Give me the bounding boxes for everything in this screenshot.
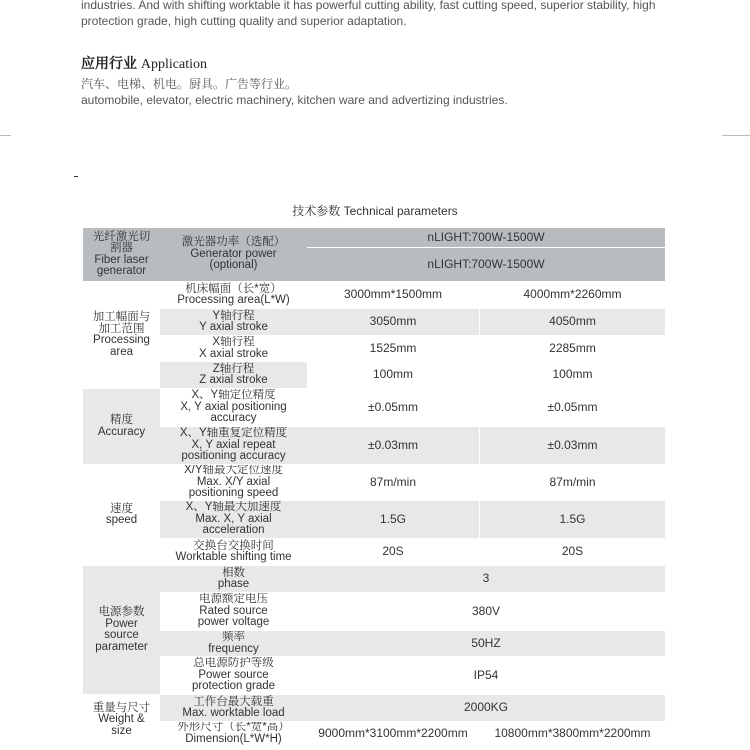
table-title: 技术参数 Technical parameters [292, 204, 458, 218]
row-value-posacc-2: ±0.05mm [480, 389, 665, 426]
row-value-load: 2000KG [307, 695, 665, 721]
application-desc-cn: 汽车、电梯、机电。厨具。广告等行业。 [81, 77, 298, 91]
group-accuracy: 精度 Accuracy [83, 389, 160, 464]
header-value-2: nLIGHT:700W-1500W [307, 248, 665, 281]
row-value-phase: 3 [307, 566, 665, 592]
intro-paragraph [81, 0, 691, 29]
row-value-repacc-1: ±0.03mm [307, 427, 479, 464]
header-value-1: nLIGHT:700W-1500W [307, 228, 665, 247]
row-value-shift-2: 20S [480, 539, 665, 565]
row-label-phase: 相数 phase [160, 566, 307, 592]
intro-line: protection grade, high cutting quality and superior adaptation. [81, 14, 407, 28]
application-desc-en: automobile, elevator, electric machinery, kitchen ware and advertizing industries. [81, 93, 508, 107]
application-heading-en: Application [140, 57, 207, 72]
group-weight: 重量与尺寸 Weight & size [83, 695, 160, 745]
row-value-protect: IP54 [307, 657, 665, 694]
row-value-maxspeed-1: 87m/min [307, 465, 479, 500]
divider-right [722, 135, 750, 136]
header-category: 光纤激光切 割器 Fiber laser generator [83, 228, 160, 281]
row-value-maxspeed-2: 87m/min [480, 465, 665, 500]
row-value-shift-1: 20S [307, 539, 479, 565]
row-label-freq: 频率 frequency [160, 631, 307, 656]
row-label-posacc: X、Y轴定位精度 X, Y axial positioning accuracy [160, 389, 307, 426]
row-value-dim-2: 10800mm*3800mm*2200mm [480, 722, 665, 745]
row-value-xstroke-2: 2285mm [480, 336, 665, 361]
group-processing: 加工幅面与 加工范围 Processing area [83, 282, 160, 388]
header-label: 激光器功率（选配） Generator power (optional) [160, 228, 307, 281]
row-value-posacc-1: ±0.05mm [307, 389, 479, 426]
row-label-dim: 外形尺寸（长*宽*高） Dimension(L*W*H) [160, 722, 307, 745]
row-label-ystroke: Y轴行程 Y axial stroke [160, 309, 307, 335]
group-power: 电源参数 Power source parameter [83, 566, 160, 694]
row-value-area-2: 4000mm*2260mm [480, 282, 665, 308]
row-label-area: 机床幅面（长*宽） Processing area(L*W) [160, 282, 307, 308]
application-heading-cn: 应用行业 [81, 55, 137, 71]
row-label-zstroke: Z轴行程 Z axial stroke [160, 362, 307, 388]
row-value-voltage: 380V [307, 593, 665, 630]
row-label-protect: 总电源防护等级 Power source protection grade [160, 657, 307, 694]
row-value-zstroke-2: 100mm [480, 362, 665, 388]
row-value-ystroke-2: 4050mm [480, 309, 665, 335]
row-value-xstroke-1: 1525mm [307, 336, 479, 361]
row-value-accel-1: 1.5G [307, 501, 479, 538]
row-label-load: 工作台最大载重 Max. worktable load [160, 695, 307, 721]
row-value-area-1: 3000mm*1500mm [307, 282, 479, 308]
application-heading [81, 53, 207, 73]
divider-mark [74, 176, 78, 177]
divider-left [0, 135, 11, 136]
row-value-accel-2: 1.5G [480, 501, 665, 538]
row-value-repacc-2: ±0.03mm [480, 427, 665, 464]
row-label-repacc: X、Y轴重复定位精度 X, Y axial repeat positioning accuracy [160, 427, 307, 464]
row-label-xstroke: X轴行程 X axial stroke [160, 336, 307, 361]
row-label-accel: X、Y轴最大加速度 Max. X, Y axial acceleration [160, 501, 307, 538]
group-speed: 速度 speed [83, 465, 160, 565]
row-value-zstroke-1: 100mm [307, 362, 479, 388]
row-value-dim-1: 9000mm*3100mm*2200mm [307, 722, 479, 745]
intro-line: industries. And with shifting worktable it has powerful cutting ability, fast cutting speed, superior stability, high [81, 0, 656, 12]
row-label-shift: 交换台交换时间 Worktable shifting time [160, 539, 307, 565]
row-label-voltage: 电源额定电压 Rated source power voltage [160, 593, 307, 630]
row-label-maxspeed: X/Y轴最大定位速度 Max. X/Y axial positioning speed [160, 465, 307, 500]
row-value-freq: 50HZ [307, 631, 665, 656]
row-value-ystroke-1: 3050mm [307, 309, 479, 335]
